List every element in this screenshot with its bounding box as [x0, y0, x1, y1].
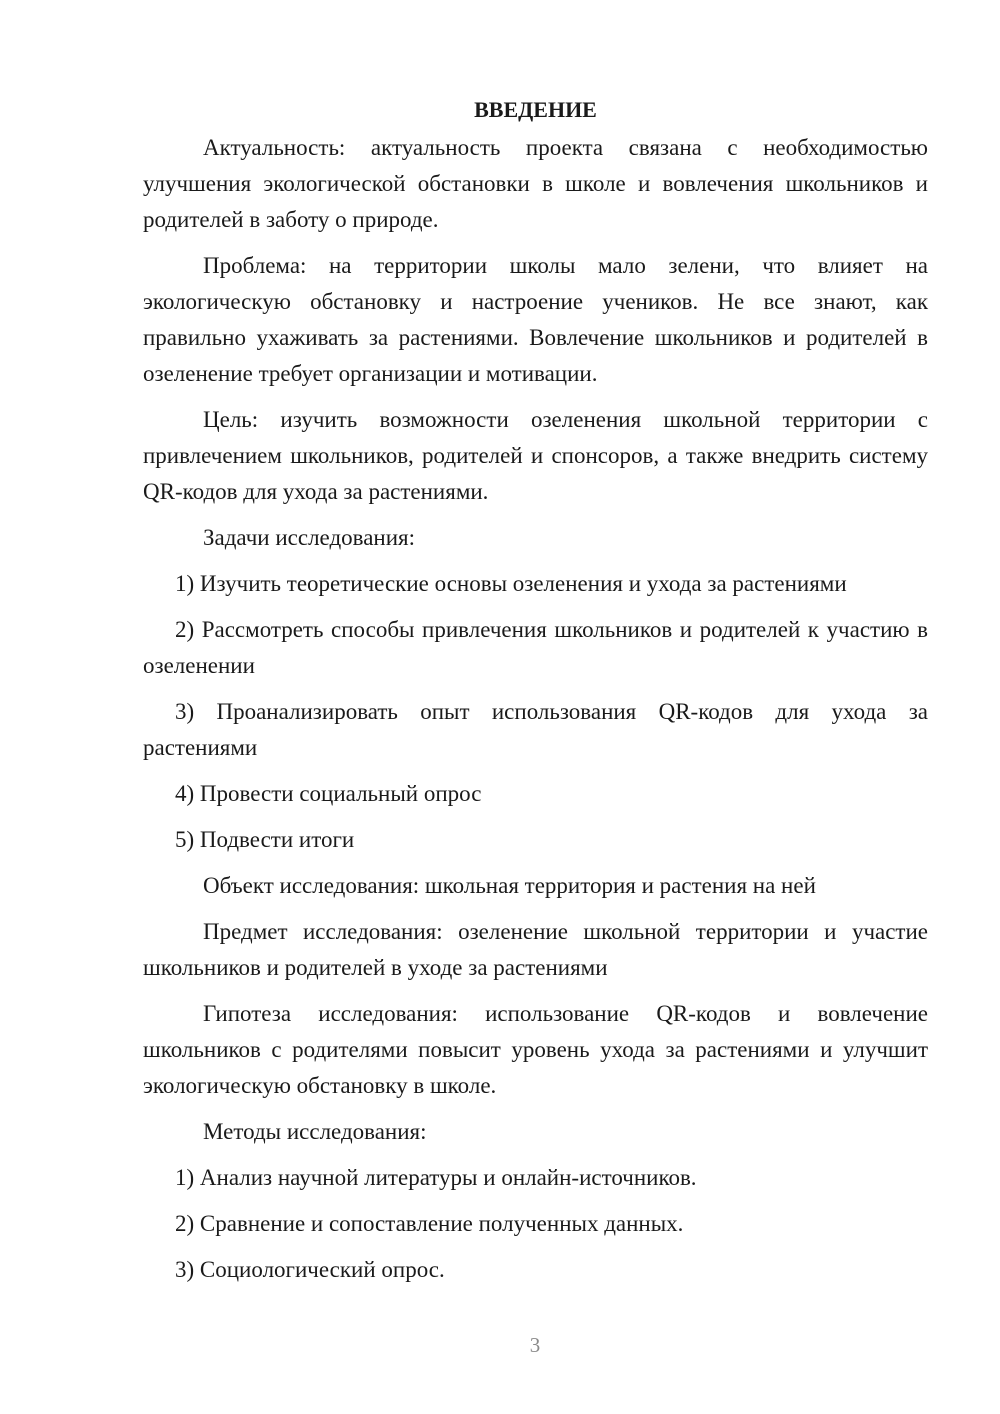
paragraph-hypothesis: Гипотеза исследования: использование QR-кодов и вовлечение школьников с родителями повысит уровень ухода за растениями и улучшит экологическую обстановку в школе.: [143, 1001, 928, 1098]
paragraph-relevance: Актуальность: актуальность проекта связана с необходимостью улучшения экологической обстановки в школе и вовлечения школьников и родителей в заботу о природе.: [143, 135, 928, 232]
task-item-2: 2) Рассмотреть способы привлечения школьников и родителей к участию в озеленении: [143, 617, 928, 678]
paragraph-object: Объект исследования: школьная территория и растения на ней: [203, 873, 816, 898]
page-number: 3: [529, 1333, 541, 1357]
page-content: [143, 92, 928, 1298]
task-item-5: 5) Подвести итоги: [175, 827, 355, 852]
tasks-heading: Задачи исследования:: [203, 525, 416, 550]
task-item-1: 1) Изучить теоретические основы озеленения и ухода за растениями: [175, 571, 847, 596]
paragraph-goal: Цель: изучить возможности озеленения школьной территории с привлечением школьников, родителей и спонсоров, а также внедрить систему QR-кодов для ухода за растениями.: [143, 407, 928, 504]
section-title: ВВЕДЕНИЕ: [474, 97, 597, 122]
paragraph-problem: Проблема: на территории школы мало зелени, что влияет на экологическую обстановку и настроение учеников. Не все знают, как правильно ухаживать за растениями. Вовлечение школьников и родителей в озеленение требует организации и мотивации.: [143, 253, 928, 386]
method-item-3: 3) Социологический опрос.: [175, 1257, 445, 1282]
method-item-1: 1) Анализ научной литературы и онлайн-источников.: [175, 1165, 697, 1190]
methods-heading: Методы исследования:: [203, 1119, 427, 1144]
task-item-4: 4) Провести социальный опрос: [175, 781, 482, 806]
task-item-3: 3) Проанализировать опыт использования QR-кодов для ухода за растениями: [143, 699, 928, 760]
paragraph-subject: Предмет исследования: озеленение школьной территории и участие школьников и родителей в уходе за растениями: [143, 919, 928, 980]
method-item-2: 2) Сравнение и сопоставление полученных данных.: [175, 1211, 684, 1236]
